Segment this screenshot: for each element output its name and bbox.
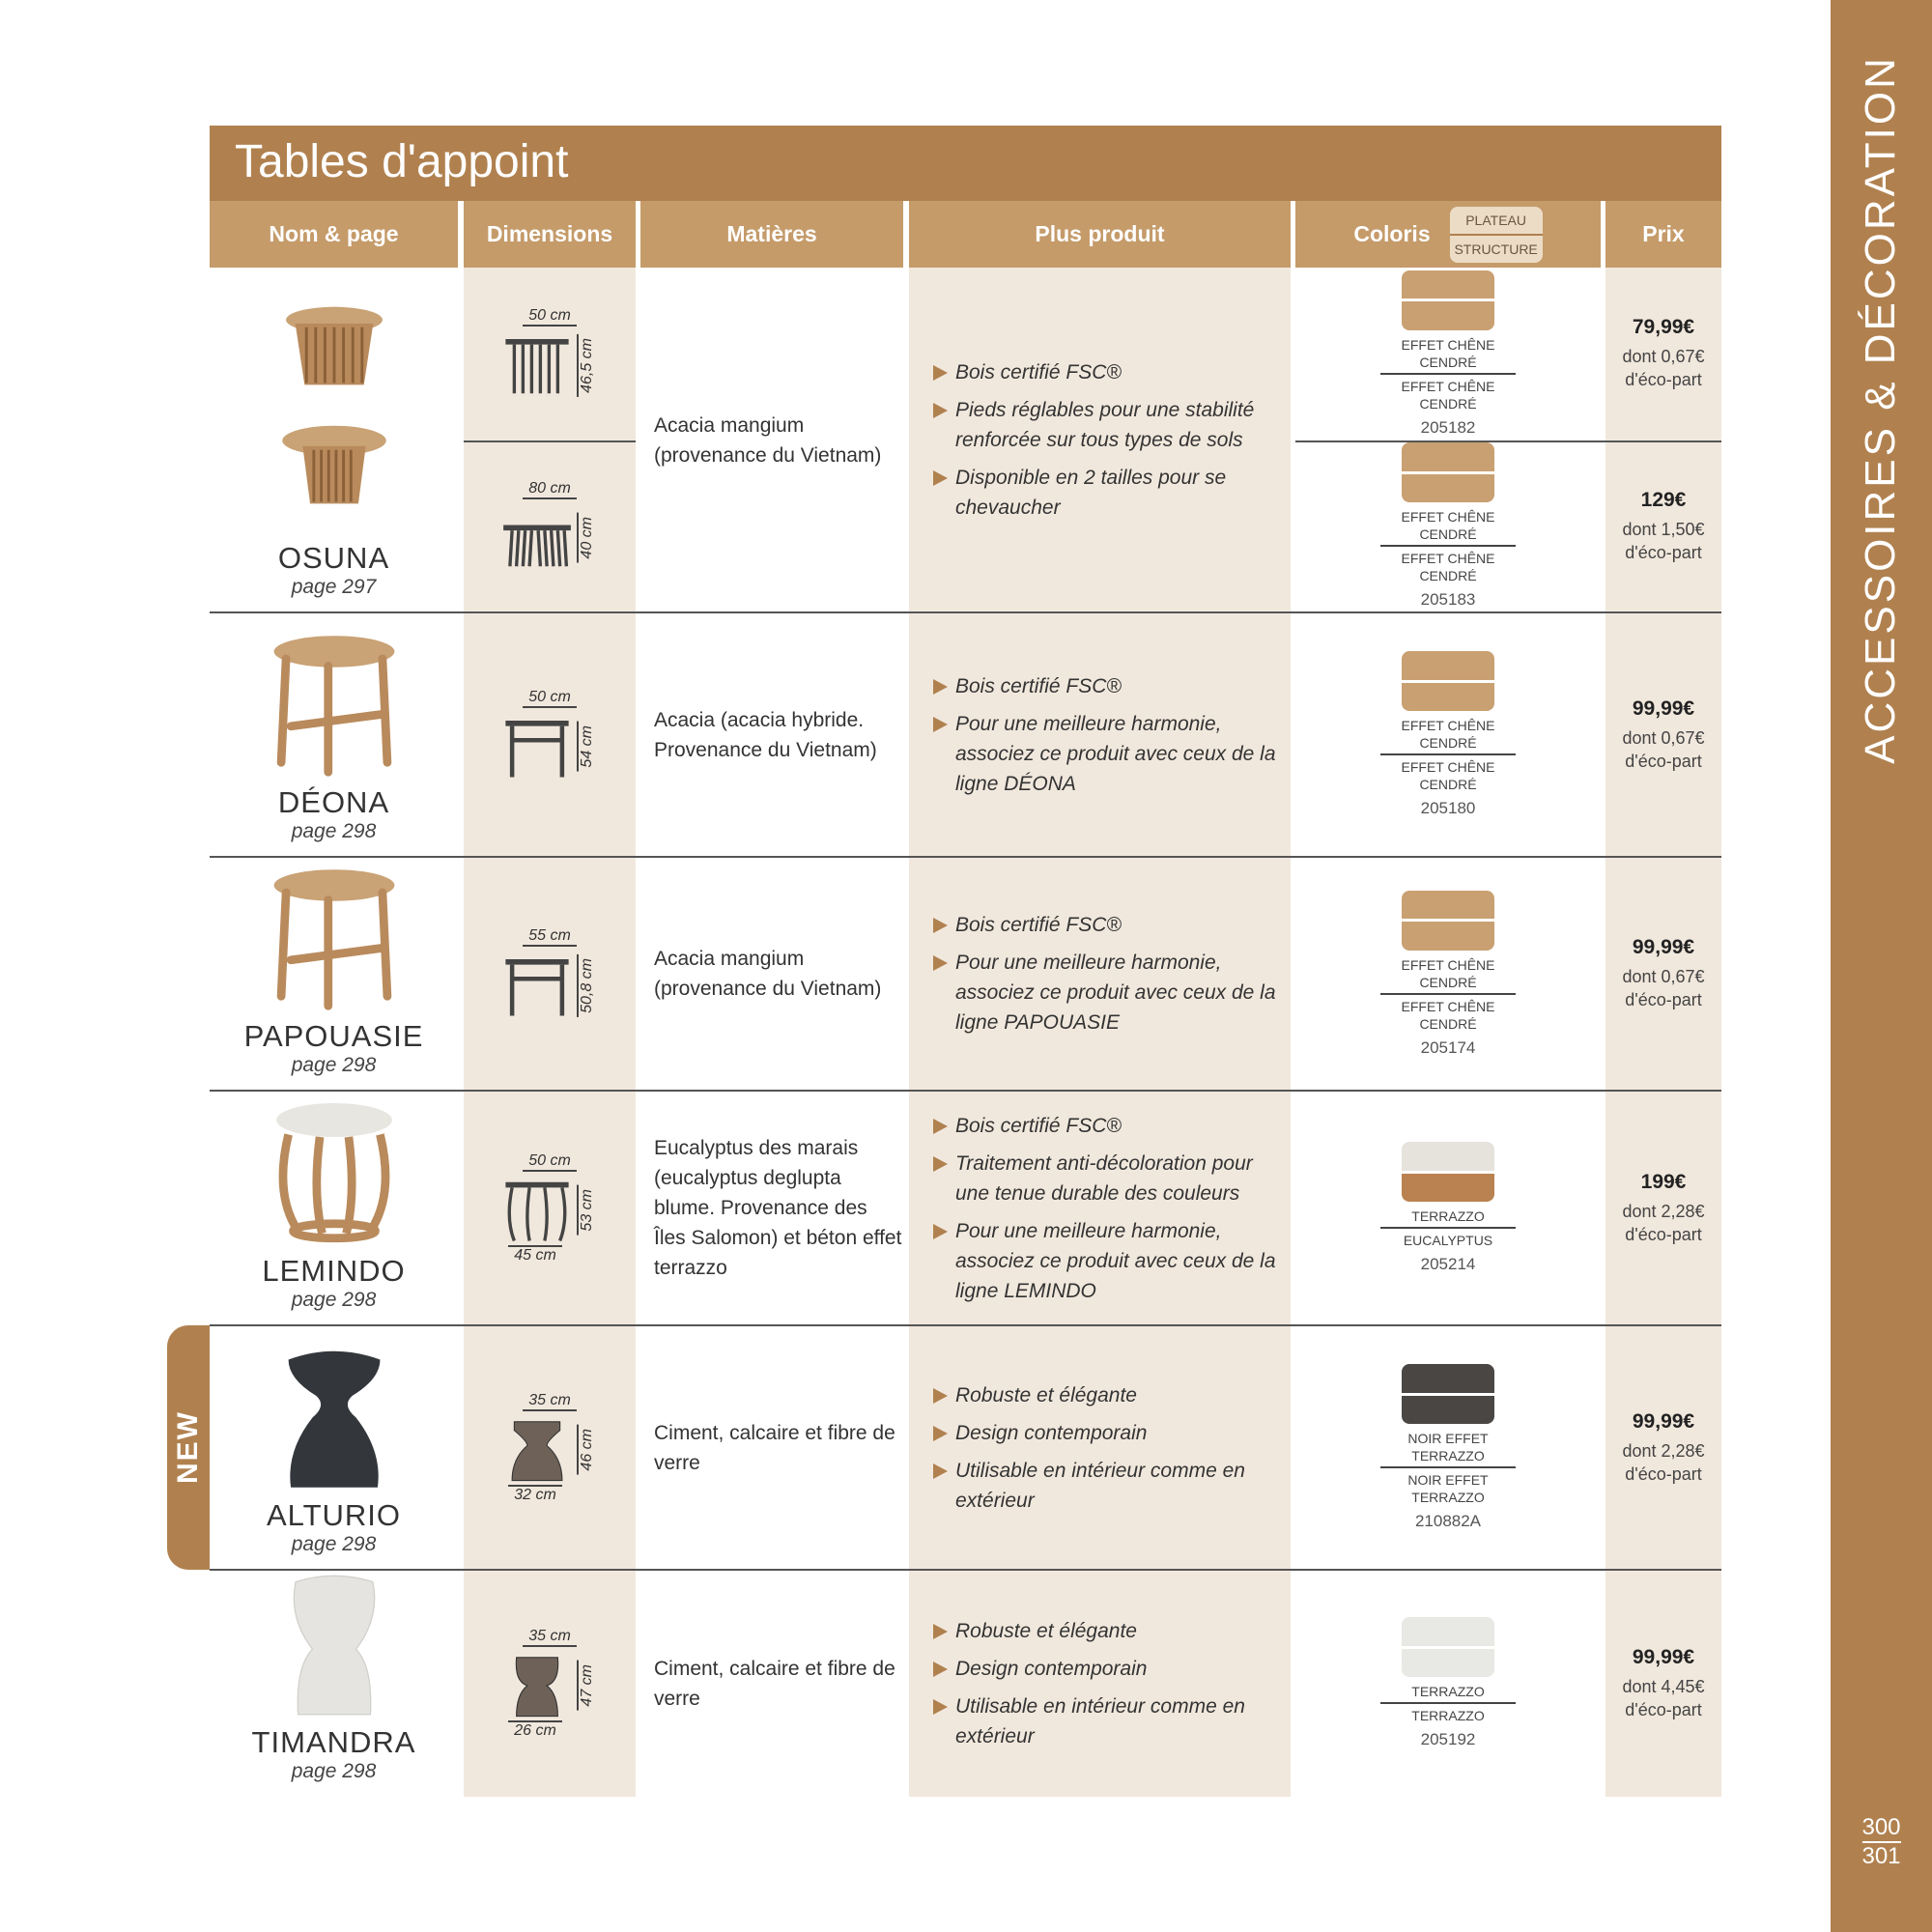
features-cell xyxy=(909,857,1291,1091)
materials-cell xyxy=(640,1091,903,1325)
dimensions-cell xyxy=(464,1325,636,1570)
dimensions-cell xyxy=(464,440,636,613)
dimension-drawing xyxy=(503,1415,596,1485)
header-colors xyxy=(1295,201,1601,268)
price-value: 99,99€ xyxy=(1632,696,1695,720)
product-name: OSUNA xyxy=(277,541,390,575)
feature-text: Design contemporain xyxy=(955,1657,1148,1680)
eco-part: dont 0,67€ xyxy=(1622,347,1705,367)
materials-cell xyxy=(640,1325,903,1570)
materials-text: Ciment, calcaire et fibre de verre xyxy=(654,1421,895,1474)
feature-item xyxy=(909,1418,1291,1448)
dimension-diagram-icon xyxy=(503,1651,571,1720)
header-materials: Matières xyxy=(640,201,903,268)
feature-item xyxy=(909,1691,1291,1751)
product-name: LEMINDO xyxy=(262,1254,406,1288)
materials-cell xyxy=(640,857,903,1091)
feature-text: Bois certifié FSC® xyxy=(955,674,1122,697)
feature-text: Traitement anti-décoloration pour une tenue durable des couleurs xyxy=(955,1151,1253,1205)
dimensions-cell xyxy=(464,268,636,440)
product-page[interactable]: page 298 xyxy=(291,1054,377,1076)
bullet-triangle-icon xyxy=(933,470,948,486)
new-badge-label: NEW xyxy=(172,1410,204,1484)
header-dimensions: Dimensions xyxy=(464,201,636,268)
eco-part: dont 4,45€ xyxy=(1622,1676,1705,1696)
eco-part: dont 2,28€ xyxy=(1622,1440,1705,1461)
price-cell xyxy=(1605,1091,1721,1325)
furniture-illustration xyxy=(262,1098,407,1249)
materials-text: Acacia (acacia hybride. Provenance du Vietnam) xyxy=(654,708,877,761)
swatch-top xyxy=(1402,1364,1494,1393)
furniture-illustration xyxy=(262,420,407,536)
price-cell xyxy=(1605,1325,1721,1570)
feature-item xyxy=(909,357,1291,387)
swatch-bottom xyxy=(1402,1174,1494,1203)
dimension-width: 35 cm xyxy=(523,1392,577,1411)
feature-text: Pour une meilleure harmonie, associez ce produit avec ceux de la ligne DÉONA xyxy=(955,712,1276,795)
color-bottom-label: EFFET CHÊNE CENDRÉ xyxy=(1401,378,1495,412)
header-features: Plus produit xyxy=(909,201,1291,268)
furniture-illustration xyxy=(262,1570,407,1720)
product-name: DÉONA xyxy=(277,785,390,819)
dimension-diagram-icon xyxy=(503,1415,571,1485)
legend-top: PLATEAU xyxy=(1465,212,1526,228)
feature-item xyxy=(909,1456,1291,1516)
furniture-illustration xyxy=(262,630,407,781)
feature-text: Robuste et élégante xyxy=(955,1383,1137,1406)
colors-cell xyxy=(1295,1325,1601,1570)
dimension-width: 50 cm xyxy=(523,1152,577,1172)
table-title: Tables d'appoint xyxy=(210,126,1721,201)
price-value: 199€ xyxy=(1640,1170,1687,1193)
dimension-width: 35 cm xyxy=(523,1628,577,1647)
section-title: ACCESSOIRES & DÉCORATION xyxy=(1857,55,1904,764)
furniture-illustration xyxy=(262,299,407,415)
dimension-height: 54 cm xyxy=(577,722,596,772)
materials-text: Acacia mangium (provenance du Vietnam) xyxy=(654,413,882,467)
color-top-label: EFFET CHÊNE CENDRÉ xyxy=(1380,717,1516,755)
color-bottom-label: TERRAZZO xyxy=(1411,1708,1485,1723)
materials-cell xyxy=(640,612,903,857)
feature-item xyxy=(909,1616,1291,1646)
product-code: 205192 xyxy=(1420,1730,1476,1748)
product-image xyxy=(262,299,407,420)
header-price: Prix xyxy=(1605,201,1721,268)
swatch-bottom xyxy=(1402,474,1494,503)
feature-text: Robuste et élégante xyxy=(955,1619,1137,1642)
features-cell xyxy=(909,612,1291,857)
features-cell xyxy=(909,1091,1291,1325)
dimension-drawing xyxy=(503,1651,596,1720)
product-code: 205174 xyxy=(1420,1037,1476,1057)
features-cell xyxy=(909,1325,1291,1570)
bullet-triangle-icon xyxy=(933,717,948,732)
feature-item xyxy=(909,671,1291,701)
feature-text: Bois certifié FSC® xyxy=(955,914,1122,936)
product-name: PAPOUASIE xyxy=(243,1019,424,1053)
colors-cell xyxy=(1295,612,1601,857)
dimension-drawing xyxy=(503,330,596,400)
price-cell xyxy=(1605,1570,1721,1797)
legend-bottom: STRUCTURE xyxy=(1450,234,1543,263)
dimension-drawing xyxy=(503,503,596,573)
feature-text: Utilisable en intérieur comme en extérieur xyxy=(955,1694,1245,1747)
color-swatch xyxy=(1402,270,1494,330)
color-bottom-label: EFFET CHÊNE CENDRÉ xyxy=(1401,759,1495,792)
colors-cell xyxy=(1295,1091,1601,1325)
materials-text: Ciment, calcaire et fibre de verre xyxy=(654,1657,895,1710)
color-swatch xyxy=(1402,1142,1494,1202)
product-code: 205214 xyxy=(1420,1255,1476,1273)
feature-text: Pour une meilleure harmonie, associez ce produit avec ceux de la ligne PAPOUASIE xyxy=(955,952,1276,1034)
bullet-triangle-icon xyxy=(933,1662,948,1677)
product-name: ALTURIO xyxy=(266,1498,402,1532)
price-value: 99,99€ xyxy=(1632,1409,1695,1433)
dimension-drawing xyxy=(503,1176,596,1245)
feature-item xyxy=(909,709,1291,799)
new-badge xyxy=(167,1325,210,1570)
feature-text: Bois certifié FSC® xyxy=(955,1114,1122,1137)
eco-part-label: d'éco-part xyxy=(1625,370,1702,390)
product-code: 205182 xyxy=(1420,417,1476,437)
feature-text: Design contemporain xyxy=(955,1421,1148,1444)
colors-cell xyxy=(1295,857,1601,1091)
color-legend xyxy=(1450,207,1543,263)
color-swatch xyxy=(1402,891,1494,951)
features-cell xyxy=(909,1570,1291,1797)
dimension-height: 50,8 cm xyxy=(577,954,596,1017)
dimension-base: 32 cm xyxy=(508,1485,562,1504)
dimension-height: 47 cm xyxy=(577,1661,596,1711)
dimension-base: 26 cm xyxy=(508,1720,562,1740)
dimensions-cell xyxy=(464,612,636,857)
dimension-diagram-icon xyxy=(503,712,571,781)
color-top-label: EFFET CHÊNE CENDRÉ xyxy=(1380,336,1516,375)
feature-text: Pour une meilleure harmonie, associez ce produit avec ceux de la ligne LEMINDO xyxy=(955,1219,1276,1302)
bullet-triangle-icon xyxy=(933,1699,948,1715)
section-sidebar xyxy=(1831,0,1932,1932)
price-value: 129€ xyxy=(1640,488,1687,511)
features-cell xyxy=(909,268,1291,612)
product-page[interactable]: page 298 xyxy=(291,1533,377,1555)
product-page[interactable]: page 298 xyxy=(291,1760,377,1782)
price-cell xyxy=(1605,268,1721,440)
dimension-width: 50 cm xyxy=(523,307,577,327)
header-name: Nom & page xyxy=(210,201,458,268)
product-image-hourglass xyxy=(262,1343,407,1498)
bullet-triangle-icon xyxy=(933,918,948,933)
eco-part: dont 1,50€ xyxy=(1622,519,1705,539)
product-image-goblet xyxy=(262,1570,407,1725)
page-right: 301 xyxy=(1861,1843,1901,1869)
colors-cell xyxy=(1295,268,1601,440)
swatch-top xyxy=(1402,1142,1494,1171)
product-name-cell xyxy=(210,612,458,857)
dimensions-cell xyxy=(464,857,636,1091)
product-page[interactable]: page 298 xyxy=(291,1289,377,1311)
price-value: 99,99€ xyxy=(1632,936,1695,958)
dimension-diagram-icon xyxy=(503,330,571,400)
materials-cell xyxy=(640,268,903,612)
eco-part-label: d'éco-part xyxy=(1625,1463,1702,1484)
bullet-triangle-icon xyxy=(933,1119,948,1134)
product-page[interactable]: page 297 xyxy=(291,576,377,598)
dimension-height: 53 cm xyxy=(577,1185,596,1236)
feature-text: Bois certifié FSC® xyxy=(955,361,1122,384)
eco-part: dont 2,28€ xyxy=(1622,1201,1705,1221)
color-top-label: TERRAZZO xyxy=(1380,1683,1516,1704)
feature-text: Utilisable en intérieur comme en extérieur xyxy=(955,1459,1245,1512)
eco-part-label: d'éco-part xyxy=(1625,1224,1702,1244)
eco-part: dont 0,67€ xyxy=(1622,727,1705,748)
price-value: 79,99€ xyxy=(1632,316,1695,339)
color-bottom-label: EFFET CHÊNE CENDRÉ xyxy=(1401,998,1495,1032)
color-bottom-label: EFFET CHÊNE CENDRÉ xyxy=(1401,551,1495,584)
swatch-bottom xyxy=(1402,301,1494,330)
bullet-triangle-icon xyxy=(933,1156,948,1172)
feature-item xyxy=(909,395,1291,455)
product-name-cell xyxy=(210,268,458,612)
bullet-triangle-icon xyxy=(933,365,948,381)
feature-text: Disponible en 2 tailles pour se chevaucher xyxy=(955,467,1227,519)
dimension-width: 50 cm xyxy=(523,689,577,708)
swatch-top xyxy=(1402,270,1494,299)
page-left: 300 xyxy=(1861,1814,1901,1840)
product-code: 205180 xyxy=(1420,799,1476,817)
feature-item xyxy=(909,948,1291,1037)
product-page[interactable]: page 298 xyxy=(291,820,377,842)
materials-text: Acacia mangium (provenance du Vietnam) xyxy=(654,948,882,1000)
price-cell xyxy=(1605,440,1721,613)
product-image-stool xyxy=(262,630,407,785)
eco-part-label: d'éco-part xyxy=(1625,751,1702,771)
product-image-osuna xyxy=(262,299,407,541)
price-value: 99,99€ xyxy=(1632,1645,1695,1668)
product-name-cell xyxy=(210,1325,458,1570)
product-name: TIMANDRA xyxy=(251,1725,416,1759)
color-top-label: EFFET CHÊNE CENDRÉ xyxy=(1380,956,1516,995)
materials-cell xyxy=(640,1570,903,1797)
bullet-triangle-icon xyxy=(933,1426,948,1441)
dimensions-cell xyxy=(464,1570,636,1797)
colors-cell xyxy=(1295,440,1601,613)
swatch-bottom xyxy=(1402,683,1494,712)
color-swatch xyxy=(1402,1617,1494,1677)
feature-item xyxy=(909,463,1291,523)
swatch-top xyxy=(1402,442,1494,471)
product-name-cell xyxy=(210,857,458,1091)
materials-text: Eucalyptus des marais (eucalyptus deglupta blume. Provenance des Îles Salomon) et béton effet terrazzo xyxy=(654,1137,902,1279)
dimension-diagram-icon xyxy=(503,503,571,573)
furniture-illustration xyxy=(262,864,407,1014)
dimension-height: 46,5 cm xyxy=(577,334,596,397)
swatch-top xyxy=(1402,1617,1494,1646)
dimension-base: 45 cm xyxy=(508,1245,562,1264)
feature-text: Pieds réglables pour une stabilité renforcée sur tous types de sols xyxy=(955,399,1255,451)
eco-part-label: d'éco-part xyxy=(1625,1699,1702,1719)
bullet-triangle-icon xyxy=(933,403,948,418)
bullet-triangle-icon xyxy=(933,1624,948,1639)
color-swatch xyxy=(1402,442,1494,502)
color-bottom-label: NOIR EFFET TERRAZZO xyxy=(1407,1472,1489,1505)
eco-part-label: d'éco-part xyxy=(1625,990,1702,1009)
bullet-triangle-icon xyxy=(933,679,948,695)
eco-part-label: d'éco-part xyxy=(1625,542,1702,562)
bullet-triangle-icon xyxy=(933,1388,948,1404)
dimension-diagram-icon xyxy=(503,951,571,1020)
dimensions-cell xyxy=(464,1091,636,1325)
dimension-height: 40 cm xyxy=(577,513,596,563)
feature-item xyxy=(909,1654,1291,1684)
eco-part: dont 0,67€ xyxy=(1622,967,1705,986)
swatch-top xyxy=(1402,891,1494,920)
bullet-triangle-icon xyxy=(933,1463,948,1479)
feature-item xyxy=(909,1149,1291,1208)
swatch-bottom xyxy=(1402,1649,1494,1678)
product-name-cell xyxy=(210,1091,458,1325)
color-swatch xyxy=(1402,1364,1494,1424)
color-swatch xyxy=(1402,651,1494,711)
product-code: 210882A xyxy=(1414,1512,1482,1530)
dimension-width: 80 cm xyxy=(523,480,577,499)
color-top-label: NOIR EFFET TERRAZZO xyxy=(1380,1430,1516,1468)
product-code: 205183 xyxy=(1420,590,1476,610)
swatch-top xyxy=(1402,651,1494,680)
dimension-drawing xyxy=(503,712,596,781)
color-bottom-label: EUCALYPTUS xyxy=(1403,1233,1493,1248)
header-colors-label: Coloris xyxy=(1353,221,1431,246)
dimension-drawing xyxy=(503,951,596,1020)
product-image xyxy=(262,420,407,541)
price-cell xyxy=(1605,612,1721,857)
color-top-label: EFFET CHÊNE CENDRÉ xyxy=(1380,508,1516,547)
color-top-label: TERRAZZO xyxy=(1380,1208,1516,1229)
bullet-triangle-icon xyxy=(933,1224,948,1239)
dimension-width: 55 cm xyxy=(523,927,577,947)
product-image-stool xyxy=(262,864,407,1019)
swatch-bottom xyxy=(1402,1396,1494,1425)
swatch-bottom xyxy=(1402,922,1494,951)
bullet-triangle-icon xyxy=(933,955,948,971)
feature-item xyxy=(909,910,1291,940)
feature-item xyxy=(909,1216,1291,1306)
product-image-cage xyxy=(262,1098,407,1254)
price-cell xyxy=(1605,857,1721,1091)
feature-item xyxy=(909,1111,1291,1141)
dimension-height: 46 cm xyxy=(577,1425,596,1475)
colors-cell xyxy=(1295,1570,1601,1797)
feature-item xyxy=(909,1380,1291,1410)
dimension-diagram-icon xyxy=(503,1176,571,1245)
product-name-cell xyxy=(210,1570,458,1797)
page-numbers xyxy=(1831,1814,1932,1870)
furniture-illustration xyxy=(262,1343,407,1493)
